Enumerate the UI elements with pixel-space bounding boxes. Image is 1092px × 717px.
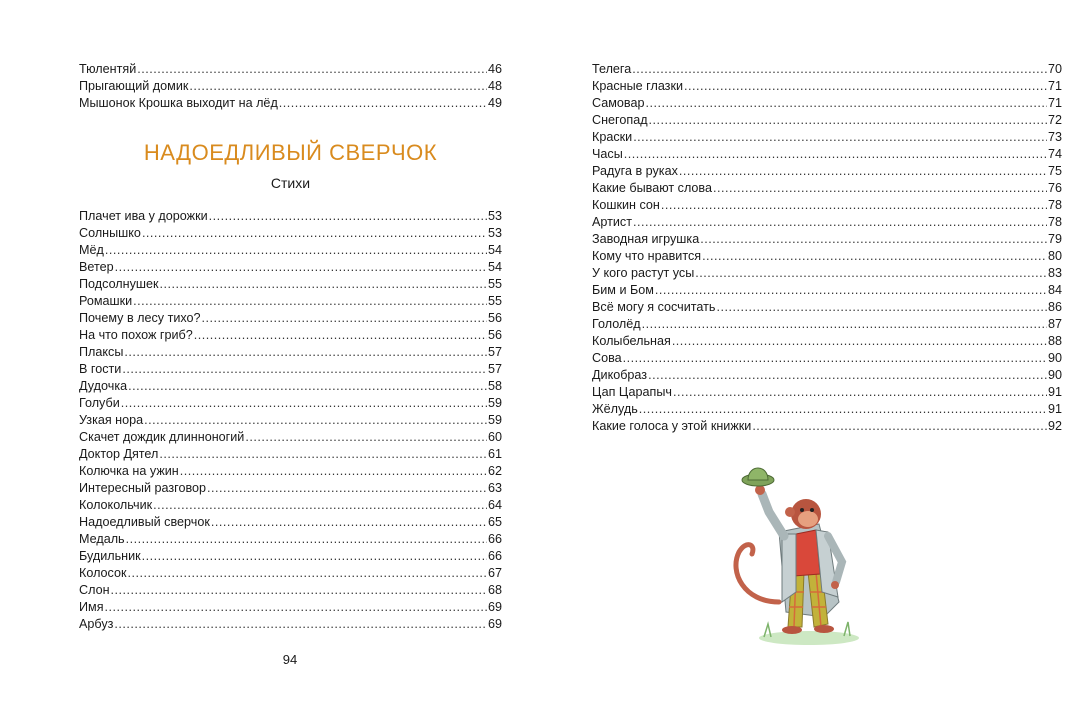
toc-leader-dots	[633, 129, 1047, 146]
toc-entry	[79, 225, 502, 242]
toc-entry-title: Доктор Дятел	[79, 447, 159, 461]
toc-entry	[592, 333, 1062, 350]
right-page	[546, 0, 1092, 717]
toc-entry-page: 69	[487, 600, 502, 614]
toc-entry-page: 49	[487, 96, 502, 110]
toc-leader-dots	[194, 327, 487, 344]
toc-entry-page: 62	[487, 464, 502, 478]
toc-entry-title: Почему в лесу тихо?	[79, 311, 201, 325]
toc-leader-dots	[128, 565, 487, 582]
toc-entry-page: 54	[487, 243, 502, 257]
toc-leader-dots	[672, 333, 1047, 350]
toc-leader-dots	[142, 548, 487, 565]
toc-entry	[79, 361, 502, 378]
toc-entry-page: 66	[487, 532, 502, 546]
toc-entry-page: 91	[1047, 385, 1062, 399]
toc-entry-page: 92	[1047, 419, 1062, 433]
toc-leader-dots	[128, 378, 487, 395]
toc-entry	[79, 310, 502, 327]
toc-leader-dots	[115, 259, 487, 276]
toc-leader-dots	[122, 361, 487, 378]
toc-entry-page: 55	[487, 277, 502, 291]
toc-leader-dots	[673, 384, 1047, 401]
toc-entry-title: Узкая нора	[79, 413, 144, 427]
toc-list-poems	[79, 208, 502, 633]
toc-entry-title: Сова	[592, 351, 622, 365]
toc-entry-title: Снегопад	[592, 113, 648, 127]
toc-entry-page: 59	[487, 413, 502, 427]
toc-entry-title: Слон	[79, 583, 110, 597]
toc-leader-dots	[245, 429, 487, 446]
toc-entry-title: Кому что нравится	[592, 249, 702, 263]
toc-entry-page: 56	[487, 311, 502, 325]
toc-entry-page: 57	[487, 362, 502, 376]
toc-entry-title: Колыбельная	[592, 334, 671, 348]
toc-entry-title: Колосок	[79, 566, 127, 580]
toc-entry-page: 65	[487, 515, 502, 529]
toc-entry-title: Заводная игрушка	[592, 232, 700, 246]
toc-leader-dots	[137, 61, 487, 78]
toc-entry-title: Мышонок Крошка выходит на лёд	[79, 96, 278, 110]
toc-leader-dots	[661, 197, 1047, 214]
toc-leader-dots	[105, 599, 487, 616]
toc-entry	[79, 497, 502, 514]
toc-entry-page: 63	[487, 481, 502, 495]
toc-entry	[79, 61, 502, 78]
toc-entry-page: 73	[1047, 130, 1062, 144]
toc-entry-title: Цап Царапыч	[592, 385, 672, 399]
toc-entry-title: Медаль	[79, 532, 125, 546]
toc-entry-title: Надоедливый сверчок	[79, 515, 210, 529]
toc-leader-dots	[684, 78, 1047, 95]
toc-leader-dots	[209, 208, 487, 225]
toc-entry	[79, 78, 502, 95]
toc-leader-dots	[642, 316, 1047, 333]
toc-entry	[79, 344, 502, 361]
toc-entry-page: 68	[487, 583, 502, 597]
toc-entry-page: 76	[1047, 181, 1062, 195]
toc-entry	[79, 429, 502, 446]
toc-entry	[79, 599, 502, 616]
toc-entry	[79, 95, 502, 112]
toc-entry	[79, 293, 502, 310]
toc-entry-title: Краски	[592, 130, 633, 144]
toc-entry	[592, 146, 1062, 163]
toc-entry-page: 87	[1047, 317, 1062, 331]
toc-leader-dots	[142, 225, 487, 242]
toc-entry	[79, 531, 502, 548]
toc-entry-page: 88	[1047, 334, 1062, 348]
toc-leader-dots	[648, 367, 1047, 384]
toc-leader-dots	[133, 293, 487, 310]
toc-entry-title: Телега	[592, 62, 632, 76]
toc-entry	[592, 112, 1062, 129]
toc-entry	[592, 231, 1062, 248]
toc-entry-title: Тюлентяй	[79, 62, 137, 76]
toc-entry-title: Имя	[79, 600, 104, 614]
toc-entry	[79, 480, 502, 497]
toc-entry-page: 91	[1047, 402, 1062, 416]
toc-entry-title: Ветер	[79, 260, 114, 274]
toc-entry	[592, 78, 1062, 95]
toc-entry	[79, 242, 502, 259]
toc-entry-title: Дикобраз	[592, 368, 648, 382]
toc-entry	[592, 248, 1062, 265]
toc-entry-page: 80	[1047, 249, 1062, 263]
toc-entry-page: 90	[1047, 368, 1062, 382]
toc-entry	[79, 582, 502, 599]
toc-entry-page: 54	[487, 260, 502, 274]
toc-entry-title: Бим и Бом	[592, 283, 654, 297]
toc-leader-dots	[126, 531, 487, 548]
toc-entry-title: В гости	[79, 362, 122, 376]
toc-entry-page: 79	[1047, 232, 1062, 246]
toc-list-top	[79, 61, 502, 112]
toc-entry-page: 56	[487, 328, 502, 342]
toc-leader-dots	[124, 344, 487, 361]
toc-entry-title: Будильник	[79, 549, 141, 563]
toc-entry-page: 70	[1047, 62, 1062, 76]
toc-entry	[592, 95, 1062, 112]
toc-entry-title: Скачет дождик длинноногий	[79, 430, 245, 444]
toc-entry-title: Плачет ива у дорожки	[79, 209, 208, 223]
toc-entry-page: 53	[487, 226, 502, 240]
toc-entry	[592, 163, 1062, 180]
toc-entry-title: Гололёд	[592, 317, 641, 331]
toc-entry	[79, 616, 502, 633]
toc-entry	[592, 180, 1062, 197]
toc-leader-dots	[695, 265, 1047, 282]
toc-entry	[592, 316, 1062, 333]
toc-entry-title: Красные глазки	[592, 79, 683, 93]
toc-leader-dots	[645, 95, 1047, 112]
toc-entry-title: Жёлудь	[592, 402, 638, 416]
toc-entry-page: 46	[487, 62, 502, 76]
toc-entry-title: Прыгающий домик	[79, 79, 189, 93]
toc-entry	[79, 208, 502, 225]
toc-entry-page: 53	[487, 209, 502, 223]
toc-entry-page: 78	[1047, 215, 1062, 229]
toc-entry	[79, 565, 502, 582]
toc-entry	[79, 412, 502, 429]
toc-leader-dots	[159, 446, 487, 463]
toc-entry-page: 84	[1047, 283, 1062, 297]
toc-leader-dots	[279, 95, 487, 112]
toc-entry-page: 74	[1047, 147, 1062, 161]
toc-entry	[592, 299, 1062, 316]
toc-entry-title: Всё могу я сосчитать	[592, 300, 716, 314]
toc-leader-dots	[180, 463, 487, 480]
toc-entry-title: Колокольчик	[79, 498, 153, 512]
toc-entry	[592, 401, 1062, 418]
toc-entry	[79, 514, 502, 531]
monkey-illustration	[724, 452, 874, 652]
toc-leader-dots	[700, 231, 1047, 248]
toc-entry-title: Ромашки	[79, 294, 133, 308]
toc-entry-title: Артист	[592, 215, 632, 229]
toc-leader-dots	[633, 214, 1047, 231]
toc-leader-dots	[202, 310, 487, 327]
section-subtitle: Стихи	[270, 175, 311, 191]
toc-entry-title: Плаксы	[79, 345, 124, 359]
toc-entry-page: 66	[487, 549, 502, 563]
toc-entry	[79, 378, 502, 395]
toc-entry-title: Арбуз	[79, 617, 114, 631]
toc-leader-dots	[211, 514, 487, 531]
toc-entry	[592, 384, 1062, 401]
toc-entry-page: 48	[487, 79, 502, 93]
toc-entry	[592, 265, 1062, 282]
toc-entry	[592, 61, 1062, 78]
toc-entry-page: 71	[1047, 79, 1062, 93]
toc-leader-dots	[713, 180, 1047, 197]
toc-entry	[592, 282, 1062, 299]
toc-leader-dots	[632, 61, 1047, 78]
toc-leader-dots	[655, 282, 1047, 299]
toc-entry-page: 69	[487, 617, 502, 631]
toc-entry-page: 83	[1047, 266, 1062, 280]
toc-leader-dots	[702, 248, 1047, 265]
toc-leader-dots	[679, 163, 1047, 180]
toc-entry-title: Подсолнушек	[79, 277, 159, 291]
toc-leader-dots	[105, 242, 487, 259]
toc-leader-dots	[114, 616, 487, 633]
toc-entry-page: 78	[1047, 198, 1062, 212]
toc-entry-title: На что похож гриб?	[79, 328, 193, 342]
toc-entry-title: Какие голоса у этой книжки	[592, 419, 752, 433]
page-number: 94	[282, 652, 298, 667]
toc-entry-title: Мёд	[79, 243, 104, 257]
toc-leader-dots	[121, 395, 487, 412]
toc-entry	[592, 367, 1062, 384]
toc-entry-title: Радуга в руках	[592, 164, 678, 178]
toc-leader-dots	[623, 350, 1047, 367]
toc-leader-dots	[716, 299, 1047, 316]
toc-entry-title: Интересный разговор	[79, 481, 207, 495]
toc-entry-page: 67	[487, 566, 502, 580]
toc-entry-page: 71	[1047, 96, 1062, 110]
toc-entry-page: 59	[487, 396, 502, 410]
toc-entry-page: 86	[1047, 300, 1062, 314]
toc-entry-title: Дудочка	[79, 379, 128, 393]
toc-entry	[592, 350, 1062, 367]
toc-entry	[79, 548, 502, 565]
toc-entry	[79, 327, 502, 344]
toc-leader-dots	[144, 412, 487, 429]
toc-leader-dots	[160, 276, 487, 293]
toc-entry	[79, 446, 502, 463]
toc-entry	[592, 418, 1062, 435]
toc-entry-page: 58	[487, 379, 502, 393]
toc-entry	[79, 276, 502, 293]
toc-entry-title: Кошкин сон	[592, 198, 660, 212]
toc-leader-dots	[111, 582, 487, 599]
toc-entry-page: 72	[1047, 113, 1062, 127]
toc-leader-dots	[649, 112, 1047, 129]
toc-entry-page: 90	[1047, 351, 1062, 365]
toc-entry-title: Часы	[592, 147, 623, 161]
toc-entry	[592, 129, 1062, 146]
toc-entry-page: 64	[487, 498, 502, 512]
toc-list-right	[592, 61, 1062, 435]
toc-entry	[79, 259, 502, 276]
toc-entry-page: 61	[487, 447, 502, 461]
toc-leader-dots	[624, 146, 1047, 163]
section-title: НАДОЕДЛИВЫЙ СВЕРЧОК	[143, 140, 438, 165]
toc-entry	[592, 197, 1062, 214]
toc-entry-page: 75	[1047, 164, 1062, 178]
toc-leader-dots	[639, 401, 1047, 418]
toc-entry-page: 57	[487, 345, 502, 359]
toc-entry	[79, 395, 502, 412]
toc-entry-title: Какие бывают слова	[592, 181, 712, 195]
toc-leader-dots	[207, 480, 487, 497]
toc-leader-dots	[752, 418, 1047, 435]
toc-entry-page: 60	[487, 430, 502, 444]
toc-entry	[79, 463, 502, 480]
toc-entry-title: Колючка на ужин	[79, 464, 179, 478]
toc-entry-title: У кого растут усы	[592, 266, 695, 280]
toc-entry	[592, 214, 1062, 231]
toc-entry-title: Солнышко	[79, 226, 141, 240]
toc-entry-title: Самовар	[592, 96, 645, 110]
toc-leader-dots	[189, 78, 487, 95]
toc-entry-title: Голуби	[79, 396, 120, 410]
toc-entry-page: 55	[487, 294, 502, 308]
toc-leader-dots	[153, 497, 487, 514]
